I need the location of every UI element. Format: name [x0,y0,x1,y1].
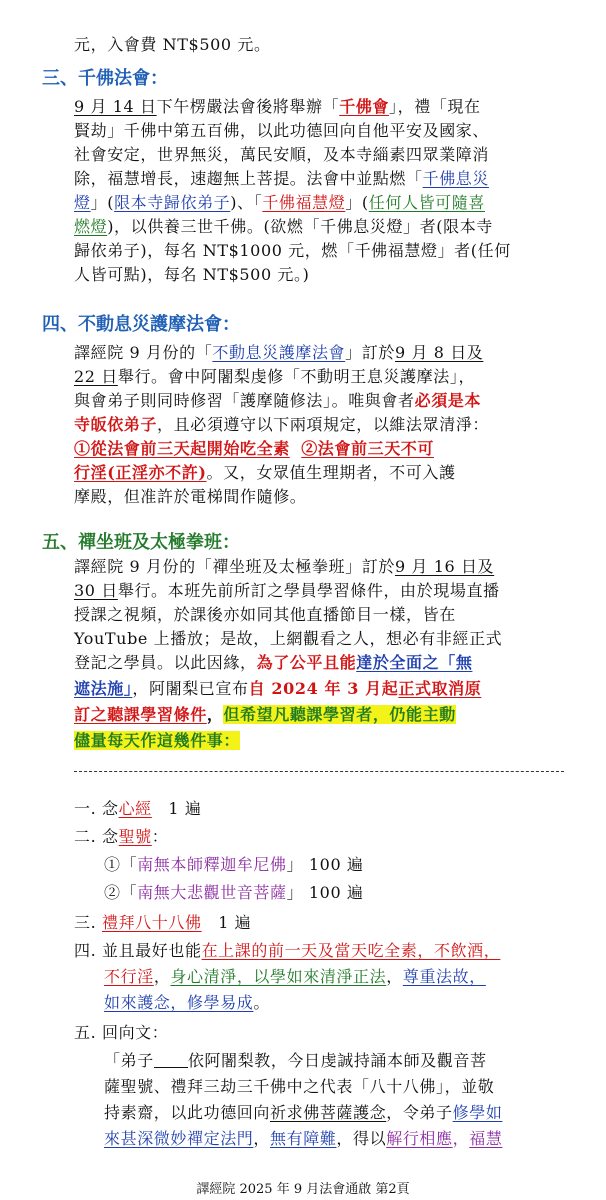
dedication-no-obstacle: 無有障難 [270,1129,337,1148]
s5-date-announce: 自 2024 年 3 月起 [248,679,399,698]
item-text: 二. 念 [74,827,119,846]
item-4 [74,940,500,962]
s5-line-7 [74,704,456,726]
s3-line-1 [74,96,481,118]
item-2-names: 聖號 [118,827,152,846]
s3-line-3: 社會安定，世界無災，萬民安順，及本寺緇素四眾業障消 [74,145,490,164]
page-footer: 譯經院 2025 年 9 月法會通啟 第2頁 [196,1182,410,1197]
s3-text: 下午楞嚴法會後將舉辦「 [156,97,340,116]
item-4-cont-2 [104,992,270,1014]
buddha-name-1: 南無本師釋迦牟尼佛 [137,855,287,874]
dedication-line-1 [104,1050,487,1072]
s4-requirement: 必須是本 [414,391,482,410]
s3-anyone: 任何人皆可隨喜 [368,193,485,212]
item-4-no-lust: 不行淫 [104,967,154,986]
s3-date: 9 月 14 日 [74,97,157,116]
dedication-text: 「弟子 [104,1051,154,1070]
s4-line-7: 摩殿，但准許於電梯間作隨修。 [74,487,307,506]
s5-fairness: 為了公平且能 [256,653,357,672]
s5-line-5 [74,652,472,674]
section-5-heading: 五、禪坐班及太極拳班： [42,532,240,553]
s4-rule-2: 行淫(正淫亦不許) [74,463,207,482]
dashed-separator [74,771,564,772]
s3-text: )、「 [230,193,263,212]
item-3 [74,912,251,934]
s5-line-1 [74,556,494,578]
s5-date: 9 月 16 日及 [394,557,495,576]
s3-line-2: 賢劫」千佛中第五百佛，以此功德回向自他平安及國家、 [74,121,490,140]
item-4-respect: 尊重法故， [402,967,486,986]
s4-date: 9 月 8 日及 [394,343,484,362]
s4-line-6 [74,462,456,484]
item-4-vegetarian: 在上課的前一天及當天吃全素，不飲酒， [201,941,501,960]
s5-text: 登記之學員。以此因緣， [74,653,257,672]
item-text: 1 遍 [201,913,252,932]
s4-date: 22 日 [74,367,118,386]
s5-line-2 [74,580,500,602]
s5-text: 舉行。本班先前所訂之學員學習條件，由於現場直播 [117,581,500,600]
item-text: 1 遍 [151,799,202,818]
s4-text: 舉行。會中阿闍梨虔修「不動明王息災護摩法」， [117,367,476,386]
item-text: ： [151,827,169,846]
s3-line-4 [74,168,489,190]
s4-text: 」訂於 [345,343,395,362]
s5-text: ， [206,705,224,724]
s3-lamp-1: 千佛息災 [422,169,490,188]
s5-cancel: 訂之聽課學習條件 [74,705,207,724]
s3-anyone: 燃燈 [74,217,108,236]
s3-event-name: 千佛會 [339,97,390,116]
s5-line-4: YouTube 上播放；是故，上網觀看之人，想必有非經正式 [74,629,503,648]
blank-line [154,1053,188,1068]
s3-text: 」( [345,193,369,212]
buddha-name-2: 南無大悲觀世音菩薩 [137,883,287,902]
dedication-text: ， [253,1129,271,1148]
s4-line-5 [74,438,434,460]
dedication-text: 依阿闍梨教，今日虔誠持誦本師及觀音菩 [187,1051,487,1070]
fee-line: 元，入會費 NT$500 元。 [74,35,271,54]
section-4-heading: 四、不動息災護摩法會： [42,314,240,335]
item-text: ①「 [104,855,138,874]
s5-date: 30 日 [74,581,118,600]
item-4-purity: 身心清淨，以學如來清淨正法 [170,967,387,986]
dedication-protect: 祈求佛菩薩護念 [270,1103,387,1122]
item-text: 」 100 遍 [286,883,364,902]
s3-lamp-2: 千佛福慧燈 [262,193,346,212]
s4-rule-2: ②法會前三天不可 [301,439,434,458]
s5-hope: 但希望凡聽課學習者，仍能主動 [223,705,456,724]
s5-cancel: 正式取消原 [398,679,482,698]
s3-text: )，以供養三世千佛。(欲燃「千佛息災燈」者(限本寺 [107,217,493,236]
s3-lamp-1: 燈 [74,193,91,212]
item-5: 五. 回向文： [74,1023,169,1042]
dedication-line-4 [104,1128,502,1150]
s5-line-8 [74,730,240,752]
item-text: 。 [253,993,271,1012]
s5-hope: 儘量每天作這幾件事： [74,731,241,750]
s5-text: 譯經院 9 月份的「禪坐班及太極拳班」訂於 [74,557,395,576]
item-1-sutra: 心經 [118,799,152,818]
s4-line-4 [74,414,489,436]
s4-line-1 [74,342,483,364]
dedication-study: 修學如 [452,1103,503,1122]
s3-text: 除，福慧增長，速趨無上菩提。法會中並點燃「 [74,169,423,188]
item-1 [74,798,201,820]
s4-event-name: 不動息災護摩法會 [212,343,346,362]
s3-text: 」，禮「現在 [389,97,481,116]
dedication-line-3 [104,1102,502,1124]
s3-line-7: 歸依弟子)，每名 NT$1000 元，燃「千佛福慧燈」者(任何 [74,241,511,260]
item-4-cont-1 [104,966,486,988]
dedication-text: ， [452,1129,470,1148]
item-text: 四. 並且最好也能 [74,941,202,960]
item-2 [74,826,168,848]
s4-requirement: 寺皈依弟子 [74,415,158,434]
s5-line-3: 授課之視頻，於課後亦如同其他直播節目一樣，皆在 [74,605,456,624]
dedication-text: ，令弟子 [386,1103,453,1122]
s3-restriction: 限本寺歸依弟子 [114,193,231,212]
dedication-blessing: 福慧 [469,1129,503,1148]
item-text: 一. 念 [74,799,119,818]
s5-dharma-giving: 遮法施」 [74,679,133,698]
dedication-practice: 解行相應 [386,1129,453,1148]
s4-line-3 [74,390,481,412]
s4-line-2 [74,366,475,388]
item-text: 」 100 遍 [286,855,364,874]
section-3-heading: 三、千佛法會： [42,68,168,89]
dedication-text: 持素齋，以此功德回向 [104,1103,271,1122]
s3-line-8: 人皆可點)，每名 NT$500 元。) [74,265,310,284]
s3-line-6 [74,216,493,238]
s4-text: 。又，女眾值生理期者，不可入護 [206,463,456,482]
item-text: ， [386,967,403,986]
s3-text: 」( [90,193,115,212]
item-2-sub-2 [104,882,364,904]
s3-line-5 [74,192,485,214]
s5-text: ，阿闍梨已宣布 [132,679,249,698]
s4-rule-1: ①從法會前三天起開始吃全素 [74,439,290,458]
item-text: ， [153,967,171,986]
s5-line-6 [74,678,481,700]
s4-text: 與會弟子則同時修習「護摩隨修法」。唯與會者 [74,391,415,410]
item-4-respect: 如來護念，修學易成 [104,993,254,1012]
item-3-prostration: 禮拜八十八佛 [101,913,202,932]
dedication-text: ，得以 [336,1129,387,1148]
s5-dharma-giving: 達於全面之「無 [356,653,473,672]
s4-text: 譯經院 9 月份的「 [74,343,213,362]
item-text: ②「 [104,883,138,902]
item-text: 三. [74,913,102,932]
dedication-line-2: 薩聖號、禮拜三劫三千佛中之代表「八十八佛」，並敬 [104,1077,495,1096]
s4-text: ，且必須遵守以下兩項規定，以維法眾清淨： [157,415,490,434]
item-2-sub-1 [104,854,364,876]
dedication-study: 來甚深微妙禪定法門 [104,1129,254,1148]
